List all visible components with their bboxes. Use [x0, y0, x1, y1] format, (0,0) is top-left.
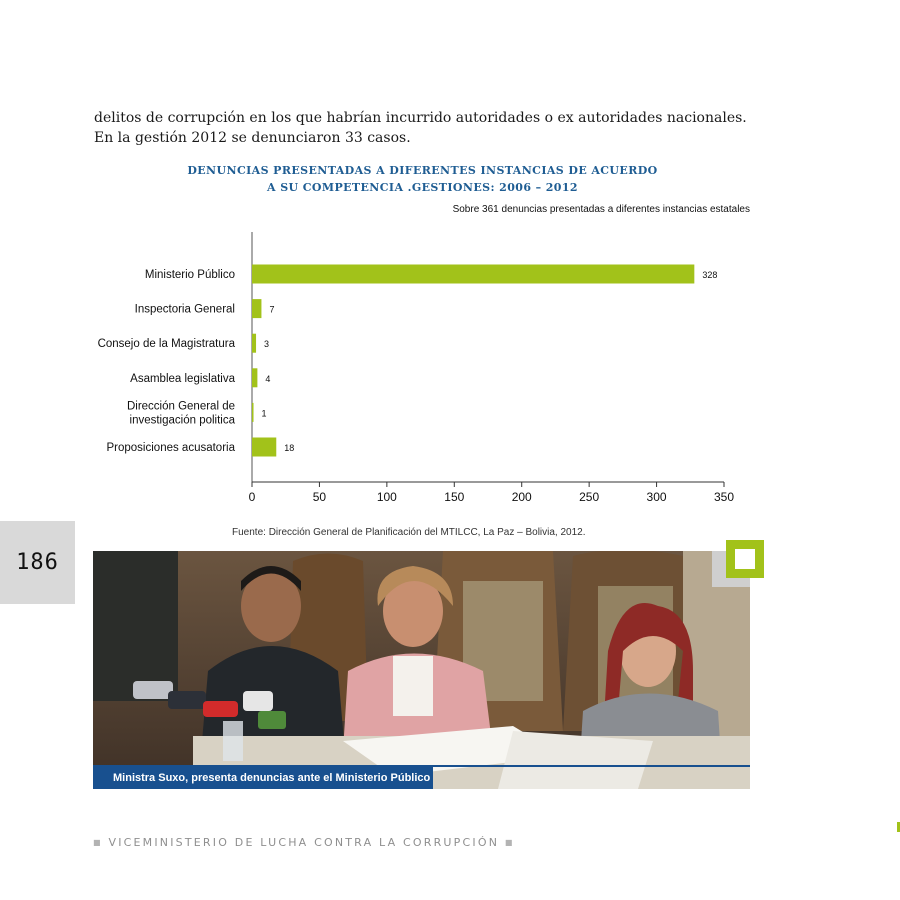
x-tick-label-1: 50	[312, 490, 327, 504]
bar-0	[252, 265, 694, 284]
x-tick-label-6: 300	[646, 490, 667, 504]
x-tick-label-3: 150	[444, 490, 465, 504]
footer-marker-right: ■	[504, 838, 515, 847]
x-tick-label-0: 0	[248, 490, 256, 504]
bar-value-label-0: 328	[702, 270, 718, 280]
bar-3	[252, 368, 257, 387]
bar-1	[252, 299, 261, 318]
footer-text: VICEMINISTERIO DE LUCHA CONTRA LA CORRUPCIÓN	[108, 836, 500, 849]
chart-title-line-2: A SU COMPETENCIA .GESTIONES: 2006 – 2012	[267, 181, 578, 194]
bar-value-label-4: 1	[261, 408, 267, 419]
chart-title-line-1: DENUNCIAS PRESENTADAS A DIFERENTES INSTANCIAS DE ACUERDO	[187, 164, 658, 177]
photo-caption: Ministra Suxo, presenta denuncias ante el Ministerio Público	[93, 767, 433, 789]
category-label-3: Asamblea legislativa	[130, 372, 235, 385]
page-footer	[93, 836, 515, 849]
x-tick-label-4: 200	[511, 490, 532, 504]
bar-chart	[0, 220, 900, 520]
bar-value-label-5: 18	[284, 443, 295, 453]
press-conference-photo	[93, 551, 750, 789]
category-label-0: Ministerio Público	[144, 269, 235, 281]
bar-value-label-3: 4	[265, 373, 271, 384]
footer-marker-left: ■	[93, 838, 103, 847]
x-tick-label-2: 100	[376, 490, 397, 504]
x-tick-label-7: 350	[713, 490, 735, 504]
category-label-5: Proposiciones acusatoria	[106, 442, 235, 454]
green-square-decoration	[726, 540, 764, 578]
page-number: 186	[16, 550, 59, 575]
photo-illustration	[93, 551, 750, 789]
category-label-4: Dirección General de investigación politica	[126, 400, 235, 427]
bar-5	[252, 438, 276, 457]
intro-paragraph: delitos de corrupción en los que habrían incurrido autoridades o ex autoridades nacionales. En la gestión 2012 se denunciaron 33 casos.	[94, 110, 747, 146]
category-label-1: Inspectoria General	[134, 303, 235, 316]
category-label-2: Consejo de la Magistratura	[97, 338, 235, 351]
bar-4	[252, 403, 254, 422]
chart-subtitle: Sobre 361 denuncias presentadas a diferentes instancias estatales	[452, 204, 750, 215]
page-number-tab	[0, 521, 75, 604]
x-tick-label-5: 250	[579, 490, 600, 504]
bar-value-label-1: 7	[269, 304, 275, 315]
bar-2	[252, 334, 256, 353]
bar-value-label-2: 3	[264, 339, 270, 350]
chart-source: Fuente: Dirección General de Planificación del MTILCC, La Paz – Bolivia, 2012.	[232, 527, 586, 538]
